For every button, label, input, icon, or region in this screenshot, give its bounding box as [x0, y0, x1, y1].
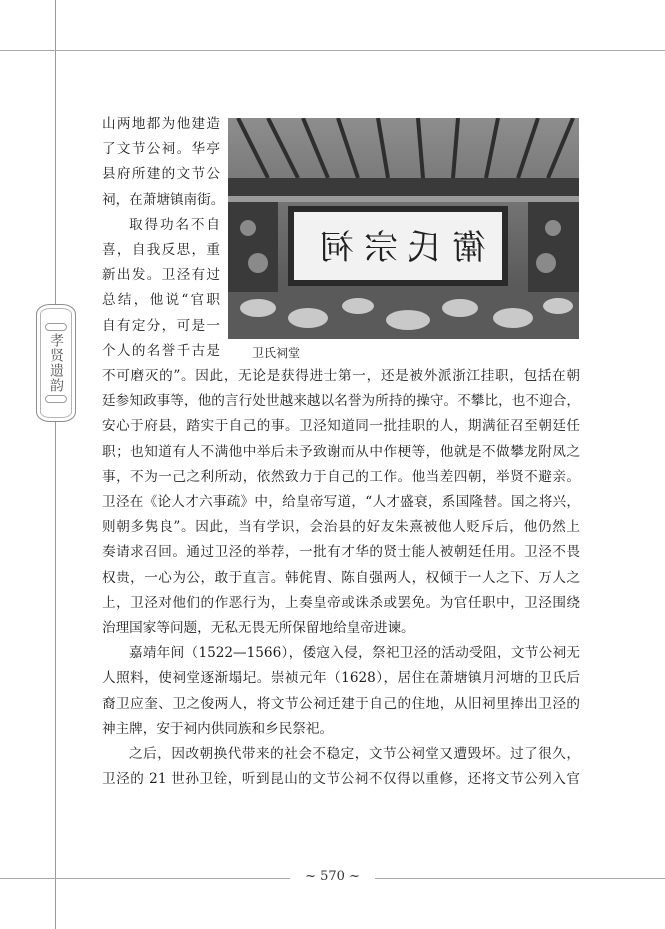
- text-line: 自有定分，可是一: [102, 317, 220, 334]
- text-line: 不可磨灭的”。因此，无论是获得进士第一，还是被外派浙江挂职，包括在朝: [102, 368, 580, 385]
- text-line: 安心于府县，踏实于自己的事。卫泾知道同一批挂职的人，期满征召至朝廷任: [102, 418, 580, 435]
- text-line: 事，不为一己之利所动，依然致力于自己的工作。他当差四朝，举贤不避亲。: [102, 468, 580, 485]
- photo-caption: 卫氏祠堂: [252, 346, 301, 360]
- text-line: 个人的名誉千古是: [102, 342, 220, 359]
- text-line: 人照料，使祠堂逐渐塌圮。崇祯元年（1628），居住在萧塘镇月河塘的卫氏后: [102, 670, 580, 687]
- plaque-text: 衛氏宗祠: [310, 228, 486, 268]
- page-number: ~ 570 ~: [305, 869, 360, 884]
- text-line: 之后，因改朝换代带来的社会不稳定，文节公祠堂又遭毁坏。过了很久，: [129, 746, 580, 763]
- body-text: [102, 112, 580, 792]
- header-rule: [0, 50, 665, 51]
- text-line: 奏请求召回。通过卫泾的举荐，一批有才华的贤士能人被朝廷任用。卫泾不畏: [102, 544, 580, 561]
- text-line: 新出发。卫泾有过: [102, 267, 220, 284]
- tab-ornament-bottom: [45, 395, 67, 403]
- text-line: 祠，在萧塘镇南街。: [102, 191, 225, 208]
- text-line: 廷参知政事等，他的言行处世越来越以名誉为所持的操守。不攀比，也不迎合，: [102, 393, 580, 410]
- text-line: 总结，他说“官职: [102, 292, 220, 309]
- text-line: 喜，自我反思，重: [102, 242, 220, 259]
- section-tab: [36, 304, 76, 422]
- footer-rule-right: [375, 878, 665, 879]
- text-line: 职；也知道有人不满他中举后未予致谢而从中作梗等，他就是不做攀龙附凤之: [102, 443, 580, 460]
- text-line: 权贵，一心为公，敢于直言。韩侂胄、陈自强两人，权倾于一人之下、万人之: [102, 569, 580, 586]
- text-line: 嘉靖年间（1522—1566），倭寇入侵，祭祀卫泾的活动受阻，文节公祠无: [129, 645, 580, 662]
- text-line: 卫泾在《论人才六事疏》中，给皇帝写道，“人才盛衰，系国隆替。国之将兴，: [102, 494, 580, 511]
- text-line: 山两地都为他建造: [102, 116, 220, 132]
- tab-ornament-top: [45, 323, 67, 331]
- text-line: 卫泾的 21 世孙卫铨，听到昆山的文节公祠不仅得以重修，还将文节公列入官: [102, 771, 580, 788]
- text-line: 取得功名不自: [129, 216, 220, 233]
- section-tab-label: 孝贤遗韵: [48, 333, 64, 393]
- footer-rule-left: [0, 878, 290, 879]
- text-line: 治理国家等问题，无私无畏无所保留地给皇帝进谏。: [102, 620, 415, 637]
- text-line: 则朝多隽良”。因此，当有学识，会治县的好友朱熹被他人贬斥后，他仍然上: [102, 519, 580, 536]
- text-line: 神主牌，安于祠内供同族和乡民祭祀。: [102, 720, 334, 737]
- text-line: 了文节公祠。华亭: [102, 141, 220, 158]
- text-line: 上，卫泾对他们的作恶行为，上奏皇帝或诛杀或罢免。为官任职中，卫泾围绕: [102, 594, 580, 611]
- text-line: 裔卫应奎、卫之俊两人，将文节公祠迁建于自己的住地，从旧祠里捧出卫泾的: [102, 695, 580, 712]
- margin-rule-vertical: [55, 0, 56, 929]
- text-line: 县府所建的文节公: [102, 166, 220, 183]
